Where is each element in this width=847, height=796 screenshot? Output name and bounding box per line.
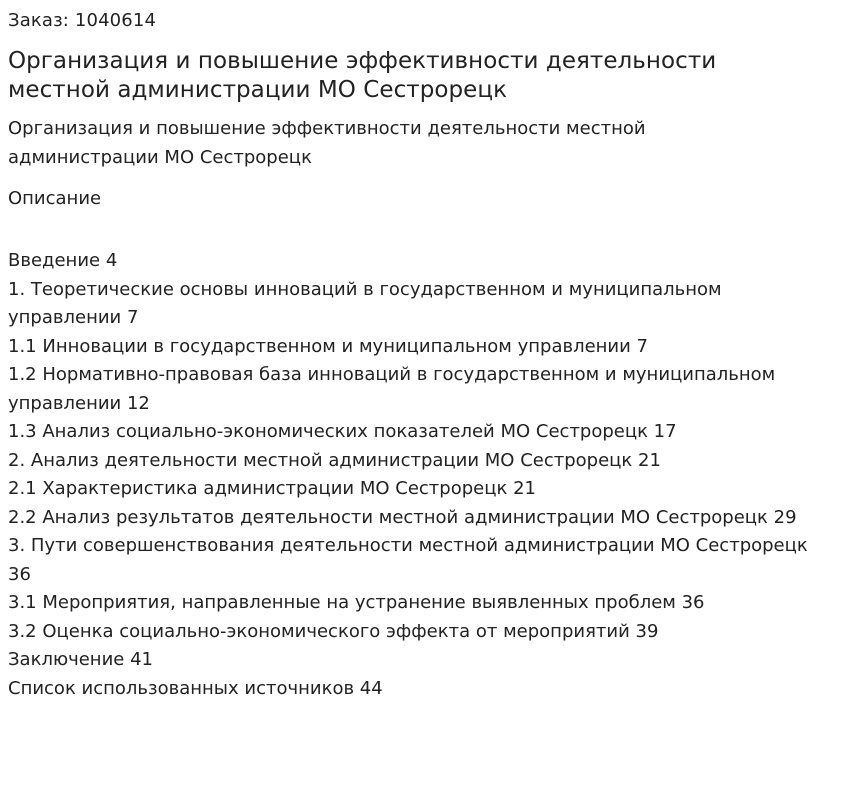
toc-item: 1.2 Нормативно-правовая база инноваций в государственном и муниципальном управлении 12	[8, 364, 776, 414]
toc-item: Заключение 41	[8, 649, 153, 670]
toc-item: Введение 4	[8, 250, 118, 271]
toc-item: 3.1 Мероприятия, направленные на устранение выявленных проблем 36	[8, 592, 705, 613]
table-of-contents	[8, 247, 833, 703]
toc-item: 2.2 Анализ результатов деятельности местной администрации МО Сестрорецк 29	[8, 506, 797, 528]
toc-item: 1. Теоретические основы инноваций в государственном и муниципальном управлении 7	[8, 278, 722, 328]
toc-item: 2.1 Характеристика администрации МО Сестрорецк 21	[8, 478, 536, 499]
toc-item: 1.1 Инновации в государственном и муниципальном управлении 7	[8, 335, 649, 357]
toc-item: Список использованных источников 44	[8, 677, 383, 699]
document-title: Организация и повышение эффективности деятельности местной администрации МО Сестрорецк	[8, 48, 717, 103]
order-number: Заказ: 1040614	[8, 10, 157, 31]
toc-item: 1.3 Анализ социально-экономических показателей МО Сестрорецк 17	[8, 421, 677, 442]
toc-item: 2. Анализ деятельности местной администрации МО Сестрорецк 21	[8, 449, 661, 471]
toc-item: 3. Пути совершенствования деятельности местной администрации МО Сестрорецк 36	[8, 535, 808, 585]
toc-item: 3.2 Оценка социально-экономического эффекта от мероприятий 39	[8, 620, 659, 642]
description-heading: Описание	[8, 188, 102, 209]
document-subtitle: Организация и повышение эффективности деятельности местной администрации МО Сестрорецк	[8, 118, 646, 168]
